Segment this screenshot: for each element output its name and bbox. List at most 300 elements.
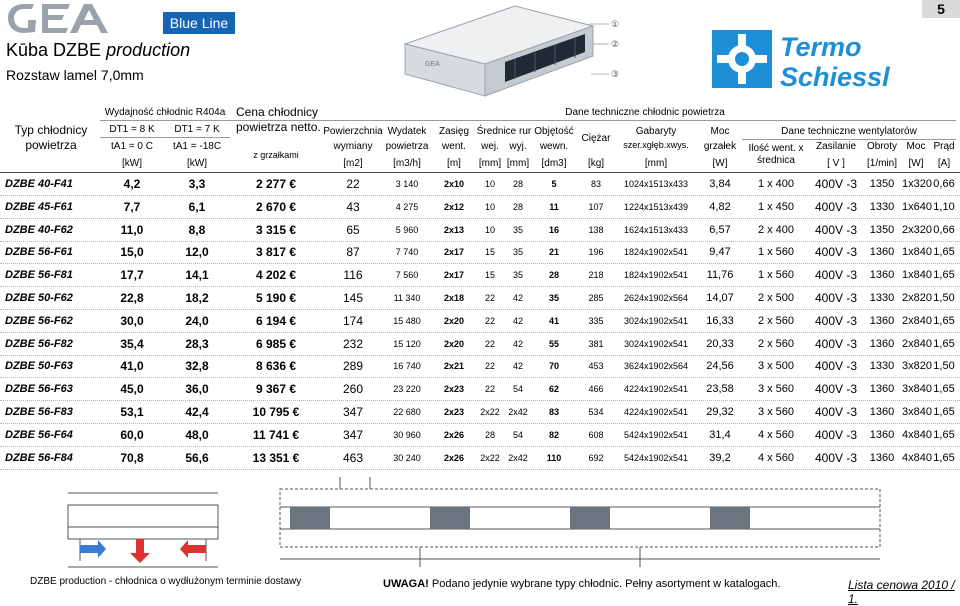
row-divider bbox=[0, 332, 960, 333]
cell-din: 10 bbox=[484, 201, 495, 212]
cell-amp: 1,65 bbox=[933, 406, 955, 418]
cell-mass: 107 bbox=[588, 201, 604, 212]
cell-q0: 70,8 bbox=[120, 450, 144, 465]
cell-vol: 35 bbox=[548, 293, 559, 303]
header-ciezar: Ciężar bbox=[581, 133, 611, 144]
cell-q0: 4,2 bbox=[123, 177, 141, 191]
row-divider bbox=[0, 446, 960, 447]
cell-dout: 42 bbox=[512, 361, 523, 372]
header-ta1-0: tA1 = 0 C bbox=[111, 141, 153, 152]
cell-dims: 3024x1902x541 bbox=[623, 315, 689, 326]
cell-dout: 42 bbox=[512, 293, 523, 303]
cell-price: 5 190 € bbox=[255, 291, 297, 305]
cell-q18: 3,3 bbox=[188, 177, 206, 191]
cell-throw: 2x20 bbox=[443, 315, 465, 326]
cell-q18: 56,6 bbox=[185, 450, 209, 465]
header-srednica: średnica bbox=[757, 155, 795, 166]
cell-pw: 2x320 bbox=[902, 223, 932, 236]
cell-volt: 400V -3 bbox=[814, 313, 858, 328]
title-prefix: Kūba DZBE bbox=[6, 40, 102, 60]
cell-q18: 42,4 bbox=[185, 405, 209, 419]
cell-heat: 29,32 bbox=[706, 406, 734, 418]
cell-rpm: 1360 bbox=[869, 451, 895, 464]
cell-flow: 7 740 bbox=[395, 247, 419, 258]
cell-dims: 5424x1902x541 bbox=[623, 429, 689, 440]
cell-volt: 400V -3 bbox=[814, 222, 858, 237]
cell-throw: 2x26 bbox=[443, 452, 465, 463]
cell-fans: 1 x 560 bbox=[757, 269, 795, 282]
cell-fans: 1 x 400 bbox=[757, 178, 795, 190]
header-wydatek: Wydatek bbox=[387, 126, 427, 137]
cell-fans: 3 x 500 bbox=[757, 360, 795, 373]
cell-throw: 2x21 bbox=[443, 361, 465, 372]
page-title bbox=[6, 40, 190, 61]
header-typ-2: powietrza bbox=[25, 138, 77, 152]
cell-vol: 62 bbox=[548, 384, 559, 395]
header-powierzchnia-2: wymiany bbox=[333, 141, 373, 152]
cell-throw: 2x20 bbox=[443, 338, 465, 349]
header-wydatek-2: powietrza bbox=[385, 141, 429, 152]
cell-heat: 11,76 bbox=[706, 269, 734, 282]
cell-q18: 14,1 bbox=[185, 268, 209, 283]
callout-3: ③ bbox=[611, 70, 620, 80]
cell-vol: 82 bbox=[548, 429, 559, 440]
unit-heat: [W] bbox=[712, 158, 728, 169]
cell-dims: 4224x1902x541 bbox=[623, 384, 689, 395]
cell-area: 347 bbox=[342, 405, 364, 419]
cell-rpm: 1360 bbox=[869, 246, 895, 259]
cell-dims: 1024x1513x433 bbox=[623, 179, 689, 189]
cell-area: 347 bbox=[342, 427, 364, 442]
cell-flow: 15 120 bbox=[393, 338, 421, 349]
cell-throw: 2x26 bbox=[443, 429, 465, 440]
cell-mass: 534 bbox=[588, 407, 604, 417]
cell-q18: 12,0 bbox=[185, 245, 209, 260]
cell-vol: 55 bbox=[548, 338, 559, 349]
cell-volt: 400V -3 bbox=[814, 427, 858, 442]
unit-vol: [dm3] bbox=[541, 158, 567, 169]
header-wyj: wyj. bbox=[509, 141, 527, 152]
cell-fans: 4 x 560 bbox=[757, 428, 795, 441]
cell-vol: 83 bbox=[548, 407, 559, 417]
cell-dout: 42 bbox=[512, 338, 523, 349]
cell-amp: 1,65 bbox=[933, 314, 955, 327]
row-divider bbox=[0, 423, 960, 424]
unit-pw: [W] bbox=[908, 158, 924, 169]
cell-fans: 2 x 560 bbox=[757, 337, 795, 350]
cell-model: DZBE 40-F62 bbox=[5, 223, 73, 236]
cell-mass: 196 bbox=[588, 247, 604, 258]
cell-mass: 381 bbox=[588, 338, 604, 349]
cell-rpm: 1360 bbox=[869, 383, 895, 396]
header-zasieg: Zasięg bbox=[438, 126, 469, 137]
header-dt1-7: DT1 = 7 K bbox=[174, 124, 220, 135]
cell-dout: 28 bbox=[512, 201, 523, 212]
cell-fans: 2 x 400 bbox=[757, 223, 795, 236]
cell-volt: 400V -3 bbox=[814, 291, 858, 305]
cell-mass: 83 bbox=[590, 179, 601, 189]
cell-q0: 11,0 bbox=[120, 222, 144, 237]
callout-1: ① bbox=[611, 20, 620, 30]
cell-fans: 1 x 560 bbox=[757, 246, 795, 259]
cell-flow: 30 960 bbox=[393, 429, 421, 440]
header-srednice: Średnice rur bbox=[476, 126, 532, 137]
cell-dout: 35 bbox=[512, 224, 523, 235]
cell-heat: 14,07 bbox=[706, 292, 734, 304]
header-zasieg-2: went. bbox=[442, 141, 466, 152]
cell-heat: 4,82 bbox=[709, 200, 731, 213]
cell-dout: 28 bbox=[512, 179, 523, 189]
cell-rpm: 1360 bbox=[869, 314, 895, 327]
cell-amp: 1,65 bbox=[933, 428, 955, 441]
cell-throw: 2x13 bbox=[443, 224, 465, 235]
cell-q0: 41,0 bbox=[120, 359, 144, 374]
cell-q18: 8,8 bbox=[188, 222, 206, 237]
header-prad: Prąd bbox=[933, 141, 955, 152]
header-gabaryty-2: szer.xgłęb.xwys. bbox=[623, 140, 689, 150]
header-obroty: Obroty bbox=[866, 141, 897, 152]
cell-vol: 21 bbox=[548, 247, 559, 258]
cell-model: DZBE 40-F41 bbox=[5, 178, 73, 190]
cell-flow: 11 340 bbox=[393, 293, 421, 303]
cell-area: 145 bbox=[342, 291, 364, 305]
logo-top-text: Termo bbox=[780, 32, 862, 62]
cell-q0: 30,0 bbox=[120, 313, 144, 328]
header-dane: Dane techniczne chłodnic powietrza bbox=[565, 107, 725, 118]
cell-pw: 3x820 bbox=[902, 360, 932, 373]
cell-pw: 1x840 bbox=[902, 246, 932, 259]
header-moc: Moc bbox=[906, 141, 926, 152]
cell-model: DZBE 56-F63 bbox=[5, 383, 73, 396]
cell-price: 10 795 € bbox=[252, 405, 300, 419]
cell-heat: 20,33 bbox=[706, 337, 734, 350]
cell-area: 463 bbox=[342, 450, 364, 465]
cell-dims: 2624x1902x564 bbox=[623, 293, 689, 303]
cell-pw: 3x840 bbox=[902, 406, 932, 418]
cell-volt: 400V -3 bbox=[814, 177, 858, 191]
cell-mass: 608 bbox=[588, 429, 604, 440]
cell-throw: 2x23 bbox=[443, 407, 465, 417]
cell-pw: 1x320 bbox=[902, 178, 932, 190]
cell-heat: 31,4 bbox=[709, 428, 731, 441]
cell-heat: 9,47 bbox=[709, 246, 731, 259]
cell-area: 43 bbox=[346, 199, 360, 214]
cell-mass: 138 bbox=[588, 224, 604, 235]
cell-volt: 400V -3 bbox=[814, 245, 858, 260]
cell-amp: 1,65 bbox=[933, 337, 955, 350]
cell-heat: 39,2 bbox=[709, 451, 731, 464]
cell-throw: 2x10 bbox=[443, 179, 465, 189]
cell-din: 22 bbox=[484, 361, 495, 372]
cell-fans: 3 x 560 bbox=[757, 406, 795, 418]
cell-heat: 6,57 bbox=[709, 223, 731, 236]
cell-din: 2x22 bbox=[480, 452, 500, 463]
footer-note-bold: UWAGA! bbox=[383, 578, 429, 590]
cell-price: 2 277 € bbox=[255, 177, 297, 191]
cell-area: 65 bbox=[346, 222, 360, 237]
cell-q18: 32,8 bbox=[185, 359, 209, 374]
cell-volt: 400V -3 bbox=[814, 199, 858, 214]
cell-price: 8 636 € bbox=[255, 359, 297, 374]
cell-dims: 1824x1902x541 bbox=[623, 247, 689, 258]
cell-model: DZBE 56-F64 bbox=[5, 428, 73, 441]
unit-dims: [mm] bbox=[644, 158, 668, 169]
unit-kw-0: [kW] bbox=[122, 158, 142, 169]
cell-flow: 5 960 bbox=[395, 224, 419, 235]
page-number: 5 bbox=[922, 0, 960, 18]
cell-fans: 2 x 560 bbox=[757, 314, 795, 327]
cell-price: 6 194 € bbox=[255, 313, 297, 328]
cell-amp: 1,10 bbox=[933, 200, 955, 213]
cell-flow: 4 275 bbox=[395, 201, 419, 212]
footer-note-left: DZBE production - chłodnica o wydłużonym terminie dostawy bbox=[30, 576, 302, 587]
cell-q0: 15,0 bbox=[120, 245, 144, 260]
cell-q18: 36,0 bbox=[185, 382, 209, 397]
rule-header-fans bbox=[742, 139, 956, 140]
cell-q0: 7,7 bbox=[123, 199, 141, 214]
cell-dims: 1824x1902x541 bbox=[623, 270, 689, 281]
row-divider bbox=[0, 355, 960, 356]
cell-din: 22 bbox=[484, 338, 495, 349]
cell-rpm: 1330 bbox=[869, 200, 895, 213]
cell-q0: 53,1 bbox=[120, 405, 144, 419]
row-divider bbox=[0, 263, 960, 264]
cell-area: 22 bbox=[346, 177, 360, 191]
cell-flow: 15 480 bbox=[393, 315, 421, 326]
cell-flow: 16 740 bbox=[393, 361, 421, 372]
unit-dout: [mm] bbox=[506, 158, 530, 169]
termo-schiessl-logo bbox=[712, 28, 944, 90]
cell-area: 116 bbox=[343, 268, 363, 283]
cell-dout: 54 bbox=[512, 429, 523, 440]
cell-q18: 48,0 bbox=[185, 427, 209, 442]
cell-pw: 4x840 bbox=[902, 428, 932, 441]
unit-kw-18: [kW] bbox=[187, 158, 207, 169]
cell-area: 232 bbox=[342, 336, 364, 351]
cell-dout: 2x42 bbox=[508, 407, 528, 417]
cell-throw: 2x17 bbox=[443, 270, 465, 281]
cell-area: 260 bbox=[342, 382, 364, 397]
cell-rpm: 1360 bbox=[869, 428, 895, 441]
blue-line-badge: Blue Line bbox=[163, 12, 235, 34]
header-cena: Cena chłodnicy bbox=[236, 105, 319, 119]
cell-flow: 3 140 bbox=[395, 179, 419, 189]
cell-pw: 3x840 bbox=[902, 383, 932, 396]
cell-fans: 1 x 450 bbox=[757, 200, 795, 213]
unit-volt: [ V ] bbox=[827, 158, 845, 169]
cell-heat: 3,84 bbox=[709, 178, 731, 190]
cell-din: 10 bbox=[484, 224, 495, 235]
cell-volt: 400V -3 bbox=[814, 450, 858, 465]
cell-price: 3 315 € bbox=[255, 222, 297, 237]
cell-din: 22 bbox=[484, 293, 495, 303]
header-moc-grzalek: Moc bbox=[710, 126, 730, 137]
cell-area: 87 bbox=[346, 245, 360, 260]
header-moc-grzalek-2: grzałek bbox=[703, 141, 737, 152]
cell-pw: 2x840 bbox=[902, 314, 932, 327]
cell-vol: 16 bbox=[548, 224, 559, 235]
cell-q18: 28,3 bbox=[185, 336, 209, 351]
cell-din: 22 bbox=[484, 384, 495, 395]
row-divider bbox=[0, 377, 960, 378]
cell-dout: 2x42 bbox=[508, 452, 528, 463]
cell-dims: 4224x1902x541 bbox=[623, 407, 689, 417]
cell-rpm: 1350 bbox=[869, 178, 895, 190]
unit-mass: [kg] bbox=[587, 158, 605, 169]
cell-volt: 400V -3 bbox=[814, 405, 858, 419]
cell-vol: 28 bbox=[548, 270, 559, 281]
gea-logo bbox=[6, 2, 110, 34]
cell-q0: 45,0 bbox=[120, 382, 144, 397]
row-divider bbox=[0, 286, 960, 287]
cell-vol: 110 bbox=[546, 452, 562, 463]
cell-mass: 335 bbox=[588, 315, 604, 326]
cell-din: 15 bbox=[484, 247, 495, 258]
cell-throw: 2x23 bbox=[443, 384, 465, 395]
header-dane-wentylatorow: Dane techniczne wentylatorów bbox=[781, 126, 917, 137]
header-powierzchnia: Powierzchnia bbox=[323, 126, 383, 137]
header-cena-2: powietrza netto. bbox=[236, 120, 321, 134]
cell-fans: 4 x 560 bbox=[757, 451, 795, 464]
cell-heat: 16,33 bbox=[706, 314, 734, 327]
cell-q0: 35,4 bbox=[120, 336, 144, 351]
cell-q18: 24,0 bbox=[185, 313, 209, 328]
cell-q0: 17,7 bbox=[120, 268, 144, 283]
cell-area: 174 bbox=[342, 313, 364, 328]
cell-din: 22 bbox=[484, 315, 495, 326]
callout-2: ② bbox=[611, 40, 620, 50]
logo-bottom-text: Schiessl bbox=[780, 62, 890, 92]
cell-price: 11 741 € bbox=[252, 427, 300, 442]
cell-model: DZBE 50-F63 bbox=[5, 360, 73, 373]
cell-flow: 22 680 bbox=[393, 407, 421, 417]
cell-pw: 2x840 bbox=[902, 337, 932, 350]
cell-dims: 1624x1513x433 bbox=[623, 224, 689, 235]
cell-model: DZBE 45-F61 bbox=[5, 200, 73, 213]
header-objetosc: Objętość bbox=[534, 126, 574, 137]
header-objetosc-2: wewn. bbox=[539, 141, 569, 152]
image-brand-label: GEA bbox=[425, 61, 440, 68]
cell-q18: 18,2 bbox=[185, 291, 209, 305]
cell-rpm: 1330 bbox=[869, 360, 895, 373]
cell-volt: 400V -3 bbox=[814, 336, 858, 351]
rule-header-mid bbox=[100, 137, 230, 138]
cell-dout: 35 bbox=[512, 247, 523, 258]
cell-flow: 30 240 bbox=[393, 452, 421, 463]
cell-vol: 11 bbox=[549, 201, 559, 212]
unit-din: [mm] bbox=[478, 158, 502, 169]
header-dt1-8: DT1 = 8 K bbox=[109, 124, 155, 135]
cell-dims: 5424x1902x541 bbox=[623, 452, 689, 463]
row-divider bbox=[0, 400, 960, 401]
cell-throw: 2x17 bbox=[443, 247, 465, 258]
cell-price: 9 367 € bbox=[255, 382, 297, 397]
cell-price: 6 985 € bbox=[255, 336, 297, 351]
row-divider bbox=[0, 309, 960, 310]
cell-dout: 54 bbox=[512, 384, 523, 395]
cell-volt: 400V -3 bbox=[814, 359, 858, 374]
page-subtitle: Rozstaw lamel 7,0mm bbox=[6, 67, 144, 83]
title-italic: production bbox=[106, 40, 191, 60]
rule-header-top bbox=[100, 120, 956, 121]
cell-din: 10 bbox=[484, 179, 495, 189]
row-divider bbox=[0, 241, 960, 242]
cell-pw: 1x640 bbox=[902, 200, 932, 213]
cell-rpm: 1350 bbox=[869, 223, 895, 236]
header-typ: Typ chłodnicy bbox=[14, 123, 88, 137]
cell-pw: 2x820 bbox=[902, 292, 932, 304]
cell-fans: 2 x 500 bbox=[757, 292, 795, 304]
cell-mass: 692 bbox=[588, 452, 604, 463]
cell-din: 28 bbox=[484, 429, 495, 440]
cell-heat: 24,56 bbox=[706, 360, 734, 373]
header-cena-3: z grzałkami bbox=[253, 150, 299, 160]
cell-vol: 41 bbox=[548, 315, 559, 326]
cell-flow: 23 220 bbox=[393, 384, 421, 395]
cell-price: 3 817 € bbox=[255, 245, 297, 260]
cell-amp: 0,66 bbox=[933, 223, 955, 236]
cell-pw: 4x840 bbox=[902, 451, 932, 464]
price-list-label: Lista cenowa 2010 / 1. bbox=[848, 578, 955, 606]
unit-amp: [A] bbox=[937, 158, 951, 169]
cell-amp: 1,50 bbox=[933, 292, 955, 304]
cell-pw: 1x840 bbox=[902, 269, 932, 282]
cell-volt: 400V -3 bbox=[814, 268, 858, 283]
cell-din: 15 bbox=[484, 270, 495, 281]
header-gabaryty: Gabaryty bbox=[635, 126, 677, 137]
cell-fans: 3 x 560 bbox=[757, 383, 795, 396]
cell-rpm: 1330 bbox=[869, 292, 895, 304]
row-divider bbox=[0, 195, 960, 196]
cell-throw: 2x18 bbox=[443, 293, 465, 303]
cell-price: 4 202 € bbox=[255, 268, 297, 283]
unit-throw: [m] bbox=[447, 158, 461, 169]
cell-mass: 285 bbox=[588, 293, 604, 303]
cell-model: DZBE 56-F84 bbox=[5, 451, 73, 464]
cell-heat: 23,58 bbox=[706, 383, 734, 396]
cell-mass: 218 bbox=[588, 270, 604, 281]
cell-throw: 2x12 bbox=[443, 201, 465, 212]
cell-dims: 1224x1513x439 bbox=[623, 201, 689, 212]
header-wej: wej. bbox=[481, 141, 499, 152]
footer-note-rest: Podano jedynie wybrane typy chłodnic. Pełny asortyment w katalogach. bbox=[428, 578, 781, 590]
cell-amp: 1,65 bbox=[933, 246, 955, 259]
unit-area: [m2] bbox=[343, 158, 363, 169]
cell-q18: 6,1 bbox=[188, 199, 206, 214]
cell-dims: 3024x1902x541 bbox=[623, 338, 689, 349]
dimension-drawing bbox=[40, 467, 890, 577]
header-zasilanie: Zasilanie bbox=[815, 141, 857, 152]
unit-flow: [m3/h] bbox=[393, 158, 421, 169]
cell-area: 289 bbox=[342, 359, 364, 374]
header-ta1-18: tA1 = -18C bbox=[172, 141, 222, 152]
cell-dout: 42 bbox=[512, 315, 523, 326]
cell-mass: 466 bbox=[588, 384, 604, 395]
cell-dims: 3624x1902x564 bbox=[623, 361, 689, 372]
cell-din: 2x22 bbox=[480, 407, 500, 417]
cell-q0: 22,8 bbox=[120, 291, 144, 305]
header-ilosc: Ilość went. x bbox=[748, 143, 804, 154]
cell-model: DZBE 56-F83 bbox=[5, 406, 73, 418]
cell-amp: 0,66 bbox=[933, 178, 955, 190]
cell-vol: 5 bbox=[551, 179, 557, 189]
cell-model: DZBE 56-F61 bbox=[5, 246, 73, 259]
cell-vol: 70 bbox=[548, 361, 559, 372]
cell-q0: 60,0 bbox=[120, 427, 144, 442]
row-divider bbox=[0, 218, 960, 219]
cell-dout: 35 bbox=[512, 270, 523, 281]
cell-model: DZBE 56-F81 bbox=[5, 269, 73, 282]
